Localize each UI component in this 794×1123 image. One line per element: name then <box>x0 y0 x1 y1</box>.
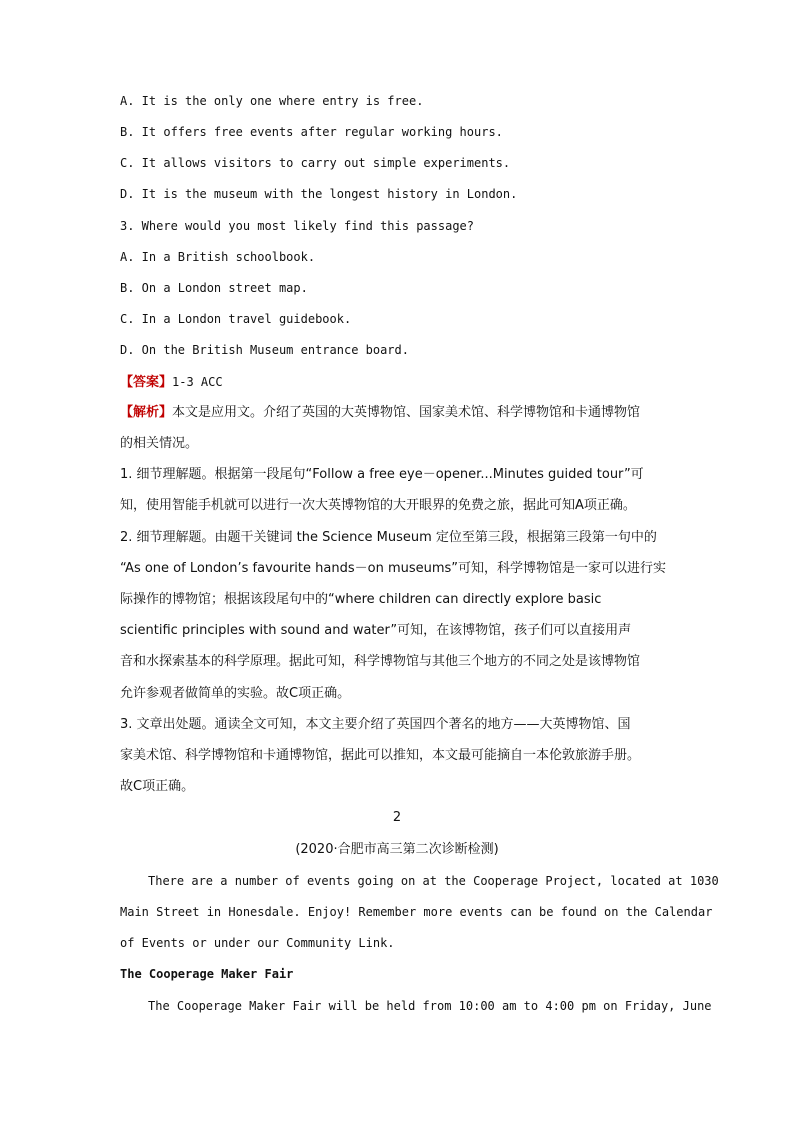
passage-intro-line-3: of Events or under our Community Link. <box>120 936 395 950</box>
analysis-line-12: 家美术馆、科学博物馆和卡通博物馆，据此可以推知，本文最可能摘自一本伦敦旅游手册。 <box>120 748 641 763</box>
analysis-line-2: 的相关情况。 <box>120 436 199 451</box>
analysis-line-4: 知，使用智能手机就可以进行一次大英博物馆的大开眼界的免费之旅，据此可知A项正确。 <box>120 498 636 513</box>
section-source: (2020·合肥市高三第二次诊断检测) <box>295 842 499 857</box>
passage-body-line-1: The Cooperage Maker Fair will be held from 10:00 am to 4:00 pm on Friday, June <box>148 999 712 1013</box>
analysis-line-3: 1. 细节理解题。根据第一段尾句“Follow a free eye－opener...Minutes guided tour”可 <box>120 467 644 482</box>
analysis-line-8: scientific principles with sound and water”可知，在该博物馆，孩子们可以直接用声 <box>120 623 632 638</box>
passage-heading: The Cooperage Maker Fair <box>120 967 294 981</box>
answer-text: 1-3 ACC <box>172 375 223 389</box>
option-q3-a: A. In a British schoolbook. <box>120 250 316 264</box>
option-q3-b: B. On a London street map. <box>120 281 308 295</box>
analysis-line-11: 3. 文章出处题。通读全文可知，本文主要介绍了英国四个著名的地方——大英博物馆、国 <box>120 717 631 732</box>
answer-tag: 【答案】 <box>120 375 173 390</box>
analysis-line-1 <box>120 405 680 421</box>
analysis-tag: 【解析】 <box>120 405 173 420</box>
analysis-line-13: 故C项正确。 <box>120 779 195 794</box>
option-q2-b: B. It offers free events after regular working hours. <box>120 125 503 139</box>
option-q2-a: A. It is the only one where entry is free. <box>120 94 424 108</box>
option-q3-c: C. In a London travel guidebook. <box>120 312 352 326</box>
answer-line <box>120 374 680 391</box>
option-q2-c: C. It allows visitors to carry out simple experiments. <box>120 156 511 170</box>
question-3-stem: 3. Where would you most likely find this passage? <box>120 219 475 233</box>
analysis-text: 本文是应用文。介绍了英国的大英博物馆、国家美术馆、科学博物馆和卡通博物馆 <box>172 405 641 420</box>
analysis-line-9: 音和水探索基本的科学原理。据此可知，科学博物馆与其他三个地方的不同之处是该博物馆 <box>120 654 641 669</box>
analysis-line-6: “As one of London’s favourite hands－on museums”可知，科学博物馆是一家可以进行实 <box>120 561 667 576</box>
analysis-line-5: 2. 细节理解题。由题干关键词 the Science Museum 定位至第三段，根据第三段第一句中的 <box>120 530 657 545</box>
passage-intro-line-1: There are a number of events going on at the Cooperage Project, located at 1030 <box>148 874 719 888</box>
option-q3-d: D. On the British Museum entrance board. <box>120 343 409 357</box>
passage-intro-line-2: Main Street in Honesdale. Enjoy! Remember more events can be found on the Calendar <box>120 905 713 919</box>
analysis-line-10: 允许参观者做简单的实验。故C项正确。 <box>120 686 351 701</box>
option-q2-d: D. It is the museum with the longest history in London. <box>120 187 518 201</box>
section-number: 2 <box>392 810 402 825</box>
analysis-line-7: 际操作的博物馆；根据该段尾句中的“where children can directly explore basic <box>120 592 602 607</box>
